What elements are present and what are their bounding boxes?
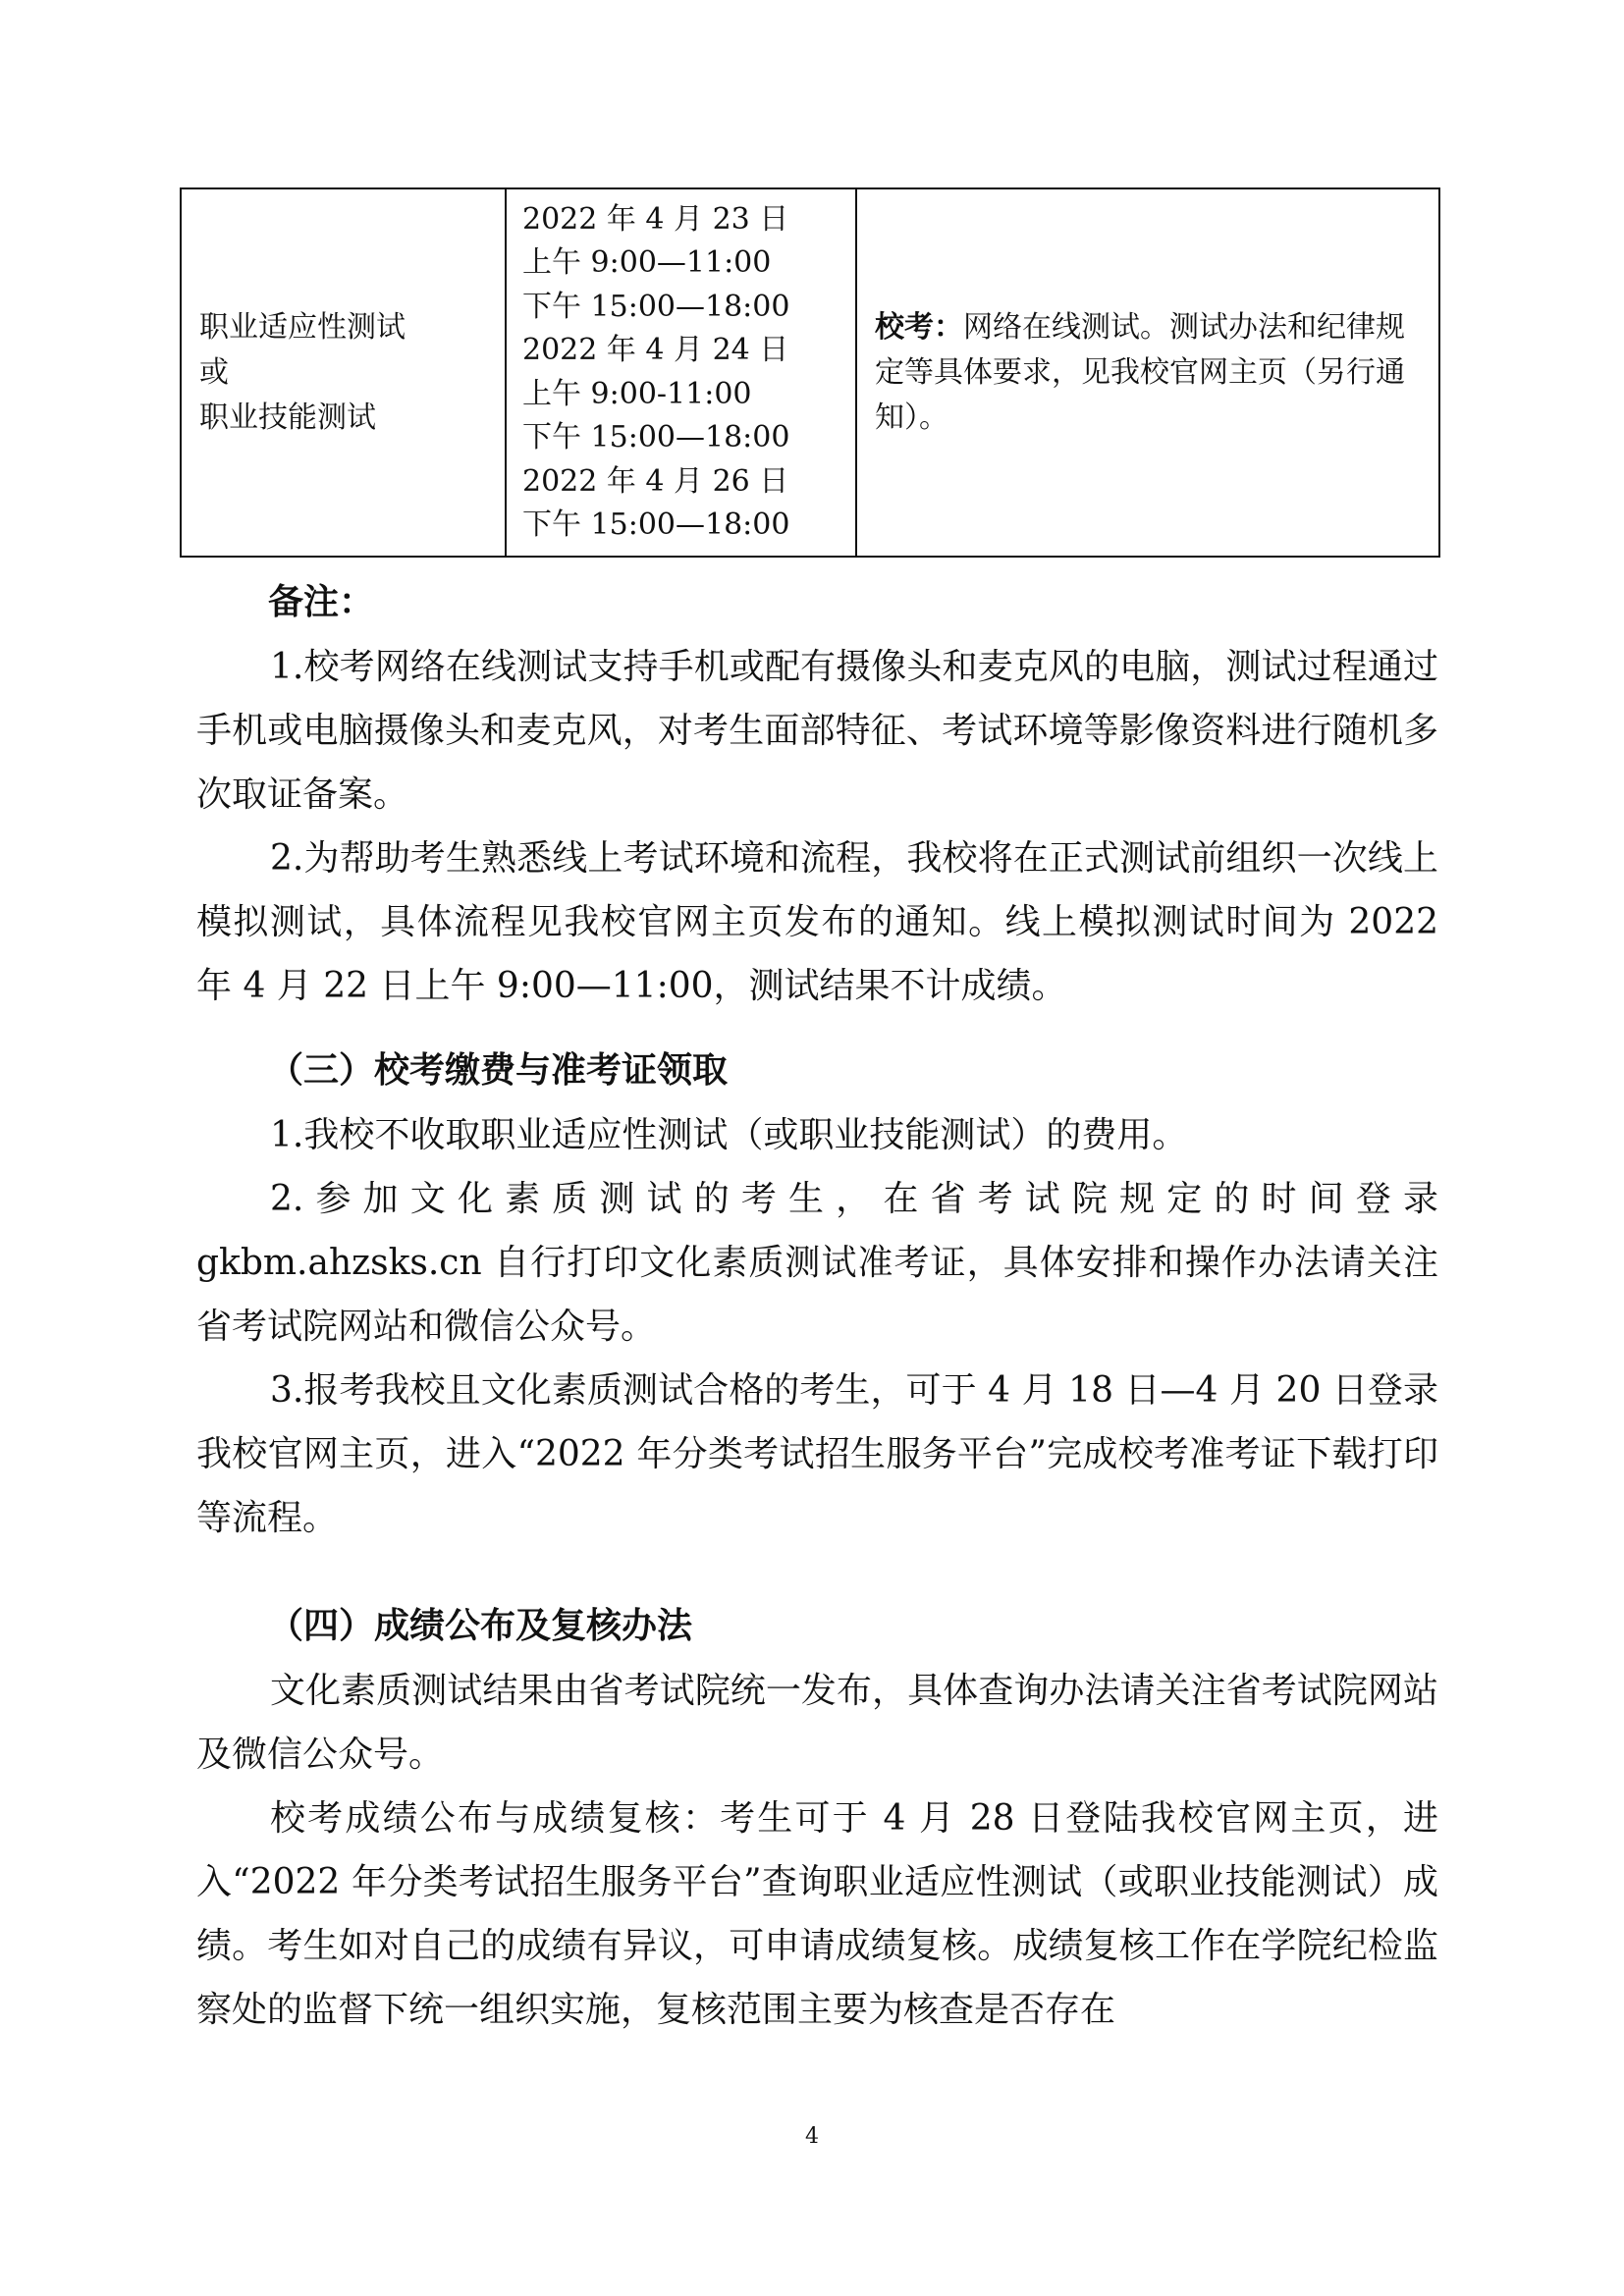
section-heading-fees-admission: （三）校考缴费与准考证领取 <box>268 1049 729 1091</box>
time-line: 2022 年 4 月 26 日 <box>522 463 789 499</box>
subject-line: 职业适应性测试 <box>199 309 406 345</box>
time-line: 下午 15:00—18:00 <box>522 420 790 454</box>
section4-item: 文化素质测试结果由省考试院统一发布，具体查询办法请关注省考试院网站及微信公众号。 <box>196 1671 1438 1775</box>
page-number: 4 <box>805 2124 819 2149</box>
remarks-item: 1.校考网络在线测试支持手机或配有摄像头和麦克风的电脑，测试过程通过手机或电脑摄像头和麦克风，对考生面部特征、考试环境等影像资料进行随机多次取证备案。 <box>196 647 1438 815</box>
remarks-list <box>196 635 1438 1018</box>
time-line: 2022 年 4 月 24 日 <box>522 333 789 367</box>
note-text: 网络在线测试。测试办法和纪律规定等具体要求，见我校官网主页（另行通知）。 <box>875 309 1405 435</box>
exam-schedule-table <box>180 187 1440 558</box>
remarks-item: 2.为帮助考生熟悉线上考试环境和流程，我校将在正式测试前组织一次线上模拟测试，具体流程见我校官网主页发布的通知。线上模拟测试时间为 2022 年 4 月 22 日上午 9:00—11:00，测试结果不计成绩。 <box>196 838 1438 1006</box>
time-line: 下午 15:00—18:00 <box>522 507 790 542</box>
section4-list <box>196 1659 1438 2042</box>
subject-cell <box>181 188 506 557</box>
section3-item: 3.报考我校且文化素质测试合格的考生，可于 4 月 18 日—4 月 20 日登录我校官网主页，进入“2022 年分类考试招生服务平台”完成校考准考证下载打印等流程。 <box>196 1370 1438 1538</box>
section-heading-results-review: （四）成绩公布及复核办法 <box>268 1605 693 1646</box>
section3-item: 1.我校不收取职业适应性测试（或职业技能测试）的费用。 <box>270 1115 1188 1155</box>
note-cell <box>856 188 1439 557</box>
time-line: 上午 9:00-11:00 <box>522 376 752 411</box>
note-label: 校考： <box>875 309 963 345</box>
subject-line: 职业技能测试 <box>199 400 376 435</box>
time-cell <box>506 188 856 557</box>
time-line: 2022 年 4 月 23 日 <box>522 201 789 237</box>
section4-item: 校考成绩公布与成绩复核：考生可于 4 月 28 日登陆我校官网主页，进入“2022 年分类考试招生服务平台”查询职业适应性测试（或职业技能测试）成绩。考生如对自己的成绩有异议，可申请成绩复核。成绩复核工作在学院纪检监察处的监督下统一组织实施，复核范围主要为核查是否存在 <box>196 1798 1438 2030</box>
remarks-heading: 备注： <box>268 581 375 622</box>
time-line: 上午 9:00—11:00 <box>522 245 772 280</box>
subject-line: 或 <box>199 354 229 390</box>
section3-item: 2.参加文化素质测试的考生，在省考试院规定的时间登录 gkbm.ahzsks.cn 自行打印文化素质测试准考证，具体安排和操作办法请关注省考试院网站和微信公众号。 <box>196 1179 1438 1347</box>
section3-list <box>196 1103 1438 1550</box>
table-row <box>181 188 1439 557</box>
time-line: 下午 15:00—18:00 <box>522 289 790 324</box>
